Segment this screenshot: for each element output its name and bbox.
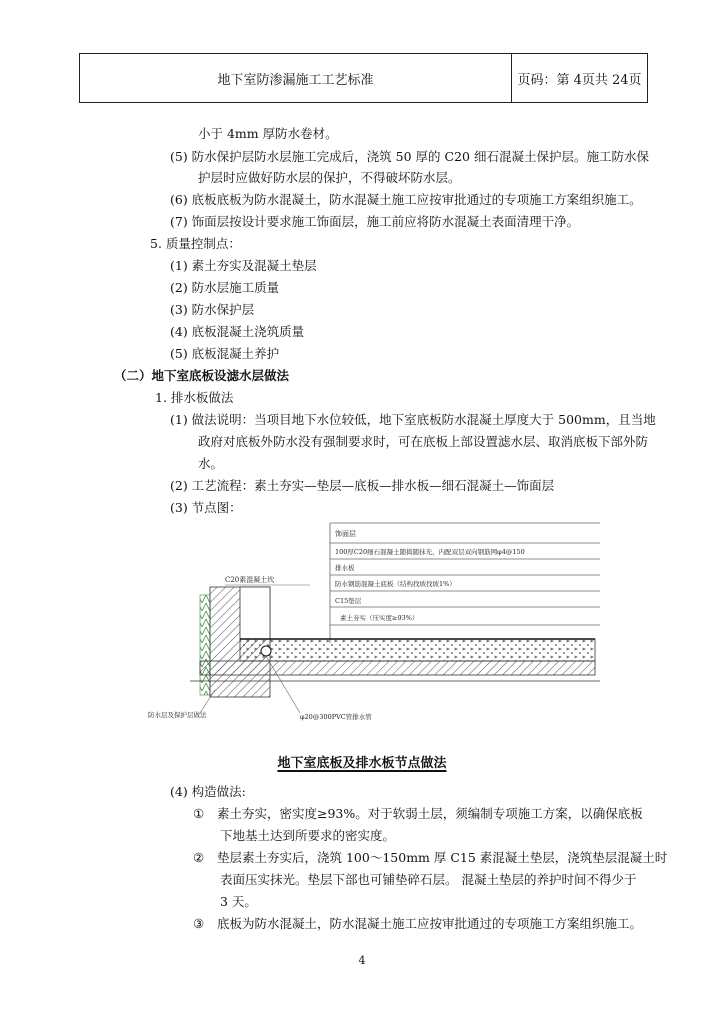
- drain-pipe: [261, 646, 271, 656]
- figure-label: 防水钢筋混凝土底板（结构找坡找坡1%）: [335, 580, 456, 588]
- list-item: ③ 底板为防水混凝土，防水混凝土施工应按审批通过的专项施工方案组织施工。: [193, 916, 643, 931]
- page-header: [79, 53, 648, 103]
- section-heading: 5. 质量控制点：: [150, 236, 241, 251]
- figure-label: 100厚C20细石混凝土随捣随抹光，内配双层双向钢筋网φ4@150: [335, 548, 525, 556]
- figure-label: C20素混凝土坎: [225, 576, 275, 584]
- text-line: 下地基土达到所要求的密实度。: [220, 828, 396, 843]
- list-item: (1) 素土夯实及混凝土垫层: [170, 258, 317, 273]
- cushion-layer: [200, 661, 595, 675]
- text-line: 水。: [198, 456, 224, 471]
- node-detail-drawing: [148, 515, 610, 730]
- figure-caption: 地下室底板及排水板节点做法: [277, 756, 447, 771]
- text-line: 表面压实抹光。垫层下部也可铺垫碎石层。 混凝土垫层的养护时间不得少于: [220, 872, 637, 887]
- subsection-heading: 1. 排水板做法: [155, 390, 234, 405]
- text-line: 政府对底板外防水没有强制要求时，可在底板上部设置滤水层、取消底板下部外防: [198, 434, 649, 449]
- concrete-curb: [240, 587, 270, 639]
- subsection-heading: (4) 构造做法:: [170, 784, 246, 799]
- list-item: ① 素土夯实，密实度≥93%。对于软弱土层，须编制专项施工方案，以确保底板: [193, 806, 643, 821]
- figure-label: 排水板: [335, 564, 355, 572]
- text-line: (2) 工艺流程：素土夯实—垫层—底板—排水板—细石混凝土—饰面层: [170, 478, 555, 493]
- list-item: ② 垫层素土夯实后，浇筑 100～150mm 厚 C15 素混凝土垫层，浇筑垫层混凝土时: [193, 850, 668, 865]
- text-line: 护层时应做好防水层的保护，不得破坏防水层。: [198, 170, 461, 185]
- slab-section: [240, 639, 595, 661]
- figure-label: C15垫层: [335, 597, 362, 605]
- text-line: 小于 4mm 厚防水卷材。: [198, 126, 338, 141]
- text-line: 3 天。: [220, 894, 257, 909]
- header-title: 地下室防渗漏施工工艺标准: [80, 54, 512, 102]
- list-item: (5) 底板混凝土养护: [170, 346, 280, 361]
- header-page-info: 页码：第 4页共 24页: [517, 72, 642, 88]
- figure-label: 防水层及保护层做法: [148, 711, 207, 719]
- text-line: (1) 做法说明：当项目地下水位较低，地下室底板防水混凝土厚度大于 500mm，且当地: [170, 412, 656, 427]
- text-line: (6) 底板底板为防水混凝土，防水混凝土施工应按审批通过的专项施工方案组织施工。: [170, 192, 642, 207]
- waterproof-layer: [200, 595, 210, 695]
- text-line: (7) 饰面层按设计要求施工饰面层，施工前应将防水混凝土表面清理干净。: [170, 214, 580, 229]
- figure-label: 饰面层: [335, 530, 356, 538]
- list-item: (4) 底板混凝土浇筑质量: [170, 324, 305, 339]
- figure-label: φ20@300PVC管排水管: [300, 713, 372, 721]
- section-title: （二）地下室底板设滤水层做法: [114, 368, 290, 383]
- figure-label: 素土夯实（压实度≥93%）: [340, 614, 419, 622]
- text-line: (3) 节点图：: [170, 500, 242, 515]
- page-number: 4: [358, 954, 366, 967]
- list-item: (3) 防水保护层: [170, 302, 255, 317]
- list-item: (2) 防水层施工质量: [170, 280, 280, 295]
- text-line: (5) 防水保护层防水层施工完成后，浇筑 50 厚的 C20 细石混凝土保护层。施工防水保: [170, 149, 649, 164]
